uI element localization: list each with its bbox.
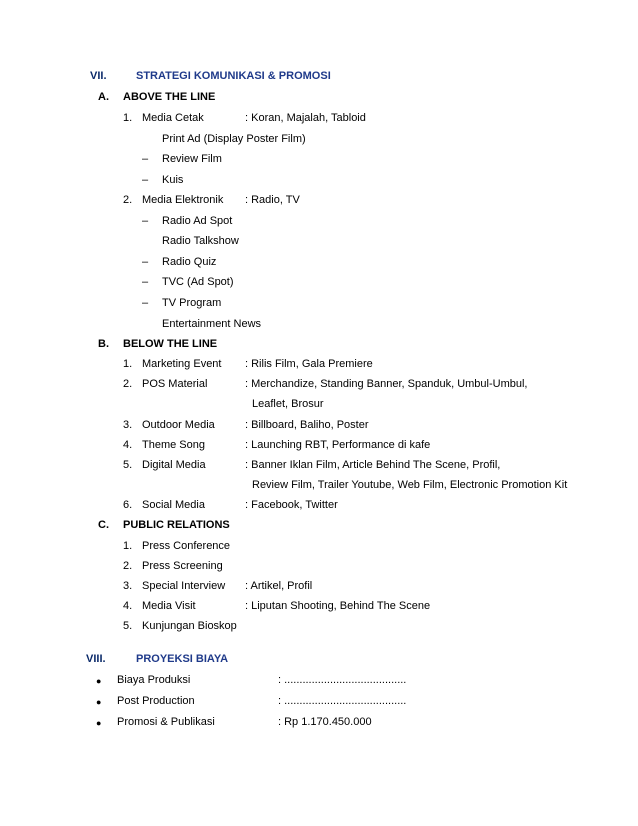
sub-item-radio-quiz: Radio Quiz — [162, 256, 217, 268]
section-8-title: PROYEKSI BIAYA — [136, 653, 229, 665]
dash-marker: – — [142, 276, 149, 288]
bullet-icon: ● — [96, 676, 102, 686]
cost-label-promosi: Promosi & Publikasi — [117, 716, 215, 728]
bullet-icon: ● — [96, 718, 102, 728]
subsection-c-letter: C. — [98, 519, 109, 531]
subsection-c-title: PUBLIC RELATIONS — [123, 519, 230, 531]
list-number: 2. — [123, 194, 133, 206]
item-label: Digital Media — [142, 459, 206, 471]
sub-item-tv-program: TV Program — [162, 297, 222, 309]
subsection-b-letter: B. — [98, 338, 109, 350]
dash-marker: – — [142, 215, 149, 227]
list-number: 1. — [123, 358, 133, 370]
item-value: : Merchandize, Standing Banner, Spanduk, Umbul-Umbul, — [245, 378, 528, 390]
item-value: : Rilis Film, Gala Premiere — [245, 358, 373, 370]
cost-value-biaya-produksi: : ........................................ — [278, 674, 407, 686]
item-value-continuation: Review Film, Trailer Youtube, Web Film, Electronic Promotion Kit — [252, 479, 568, 491]
sub-item-radio-ad-spot: Radio Ad Spot — [162, 215, 233, 227]
dash-marker: – — [142, 153, 149, 165]
cost-value-promosi: : Rp 1.170.450.000 — [278, 716, 372, 728]
item-label-media-elektronik: Media Elektronik — [142, 194, 224, 206]
item-value: : Banner Iklan Film, Article Behind The Scene, Profil, — [245, 459, 501, 471]
list-number: 1. — [123, 540, 133, 552]
dash-marker: – — [142, 297, 149, 309]
cost-label-post-production: Post Production — [117, 695, 195, 707]
text-line-entertainment-news: Entertainment News — [162, 318, 262, 330]
item-value: : Artikel, Profil — [245, 580, 313, 592]
subsection-a-title: ABOVE THE LINE — [123, 91, 216, 103]
item-label: Theme Song — [142, 439, 205, 451]
dash-marker: – — [142, 174, 149, 186]
item-label: Special Interview — [142, 580, 226, 592]
item-value: : Launching RBT, Performance di kafe — [245, 439, 431, 451]
item-value: : Billboard, Baliho, Poster — [245, 419, 369, 431]
section-7-number: VII. — [90, 70, 107, 82]
list-number: 5. — [123, 459, 133, 471]
cost-label-biaya-produksi: Biaya Produksi — [117, 674, 191, 686]
item-value-continuation: Leaflet, Brosur — [252, 398, 324, 410]
section-7-title: STRATEGI KOMUNIKASI & PROMOSI — [136, 70, 331, 82]
item-label: POS Material — [142, 378, 208, 390]
list-number: 6. — [123, 499, 133, 511]
item-value-media-cetak: : Koran, Majalah, Tabloid — [245, 112, 366, 124]
sub-item-kuis: Kuis — [162, 174, 184, 186]
sub-item-tvc: TVC (Ad Spot) — [162, 276, 234, 288]
subsection-a-letter: A. — [98, 91, 109, 103]
item-label: Social Media — [142, 499, 205, 511]
list-number: 3. — [123, 580, 133, 592]
list-number: 3. — [123, 419, 133, 431]
section-8-number: VIII. — [86, 653, 106, 665]
item-value: : Liputan Shooting, Behind The Scene — [245, 600, 431, 612]
item-label-media-cetak: Media Cetak — [142, 112, 204, 124]
item-value: : Facebook, Twitter — [245, 499, 338, 511]
list-number: 1. — [123, 112, 133, 124]
item-label: Press Screening — [142, 560, 223, 572]
list-number: 5. — [123, 620, 133, 632]
item-label: Press Conference — [142, 540, 231, 552]
item-label: Kunjungan Bioskop — [142, 620, 237, 632]
text-line-print-ad: Print Ad (Display Poster Film) — [162, 133, 306, 145]
dash-marker: – — [142, 256, 149, 268]
list-number: 4. — [123, 600, 133, 612]
item-label: Outdoor Media — [142, 419, 215, 431]
list-number: 4. — [123, 439, 133, 451]
subsection-b-title: BELOW THE LINE — [123, 338, 218, 350]
item-label: Media Visit — [142, 600, 196, 612]
sub-item-review-film: Review Film — [162, 153, 222, 165]
item-label: Marketing Event — [142, 358, 222, 370]
item-value-media-elektronik: : Radio, TV — [245, 194, 300, 206]
bullet-icon: ● — [96, 697, 102, 707]
list-number: 2. — [123, 378, 133, 390]
list-number: 2. — [123, 560, 133, 572]
text-line-radio-talkshow: Radio Talkshow — [162, 235, 239, 247]
cost-value-post-production: : ........................................ — [278, 695, 407, 707]
